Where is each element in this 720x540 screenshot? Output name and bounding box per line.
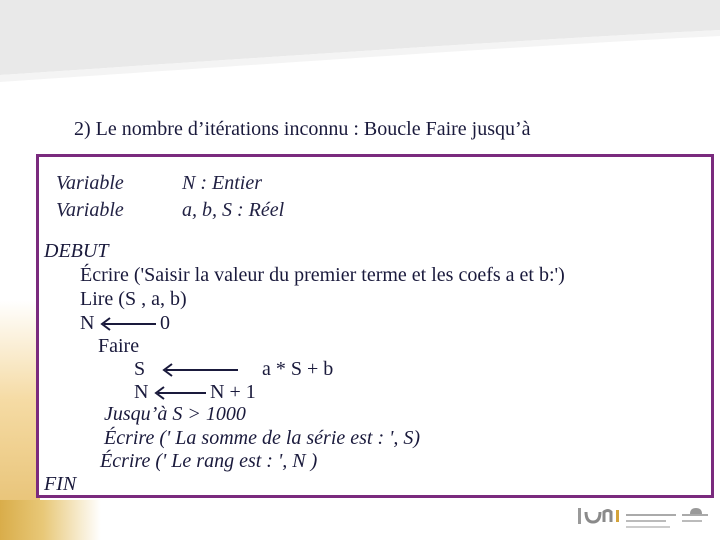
slide-title: 2) Le nombre d’itérations inconnu : Boucle Faire jusqu’à bbox=[74, 118, 531, 140]
ecrire-statement-1: Écrire ('Saisir la valeur du premier terme et les coefs a et b:') bbox=[80, 264, 565, 286]
jusqua-condition: Jusqu’à S > 1000 bbox=[104, 403, 246, 425]
assign-n-left: N bbox=[80, 312, 95, 334]
assign-s-left: S bbox=[134, 358, 146, 380]
fin-keyword: FIN bbox=[44, 473, 77, 495]
left-gold-band bbox=[0, 300, 40, 500]
assign-n2-left: N bbox=[134, 381, 149, 403]
faire-keyword: Faire bbox=[98, 335, 140, 357]
declaration-value-1: N : Entier bbox=[182, 172, 262, 194]
assign-n-right: 0 bbox=[160, 312, 170, 334]
university-logo-icon bbox=[578, 506, 712, 536]
declaration-keyword-2: Variable bbox=[56, 199, 124, 221]
ecrire-statement-2: Écrire (' La somme de la série est : ', S) bbox=[104, 427, 421, 449]
left-arrow-icon bbox=[160, 362, 240, 378]
left-arrow-icon bbox=[98, 316, 158, 332]
declaration-keyword-1: Variable bbox=[56, 172, 124, 194]
declaration-value-2: a, b, S : Réel bbox=[182, 199, 285, 221]
left-arrow-icon bbox=[152, 385, 208, 401]
ecrire-statement-3: Écrire (' Le rang est : ', N ) bbox=[100, 450, 318, 472]
debut-keyword: DEBUT bbox=[44, 240, 109, 262]
assign-n2-right: N + 1 bbox=[210, 381, 256, 403]
assign-s-right: a * S + b bbox=[262, 358, 334, 380]
lire-statement: Lire (S , a, b) bbox=[80, 288, 187, 310]
